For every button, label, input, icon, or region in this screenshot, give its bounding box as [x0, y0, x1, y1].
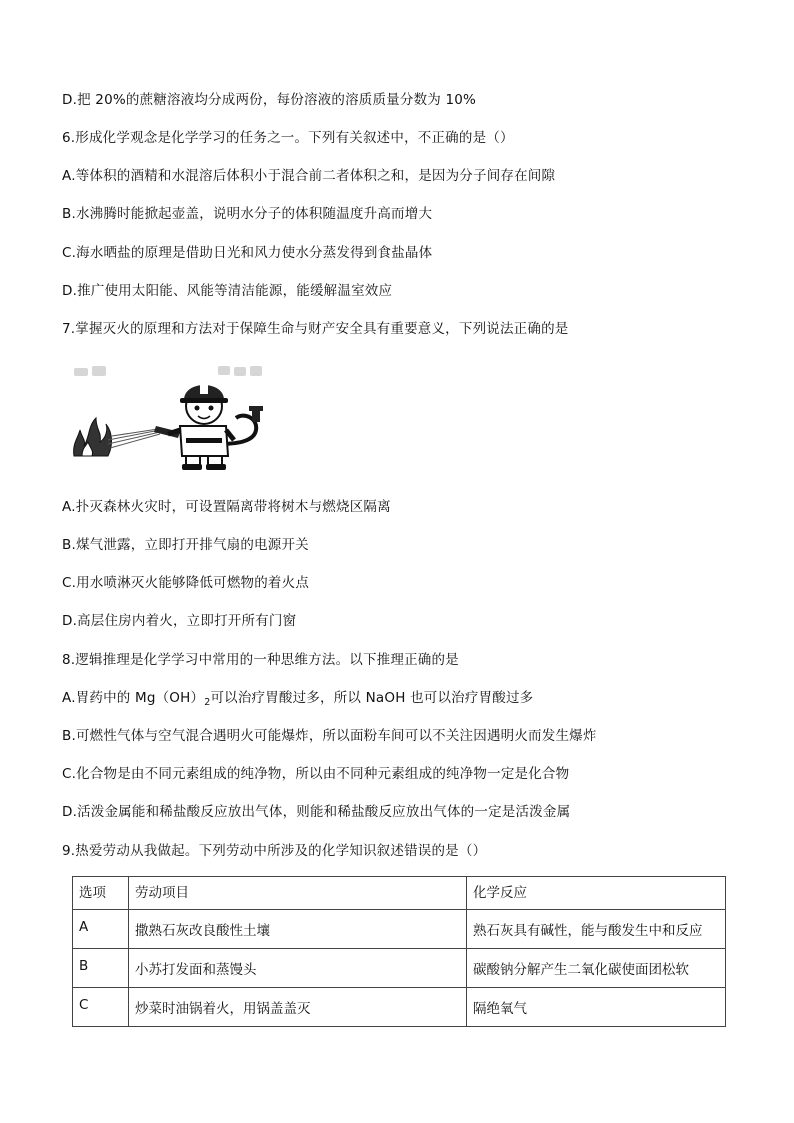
q5-option-d: D.把 20%的蔗糖溶液均分成两份，每份溶液的溶质质量分数为 10% [62, 92, 477, 108]
q6-option-d: D.推广使用太阳能、风能等清洁能源，能缓解温室效应 [62, 283, 393, 299]
table-row [73, 988, 726, 1027]
q7-option-a: A.扑灭森林火灾时，可设置隔离带将树木与燃烧区隔离 [62, 499, 391, 515]
q8-option-c: C.化合物是由不同元素组成的纯净物，所以由不同种元素组成的纯净物一定是化合物 [62, 766, 570, 782]
cell-option: C [73, 988, 129, 1027]
cell-labor-item: 撒熟石灰改良酸性土壤 [129, 910, 467, 949]
q8-option-a: A.胃药中的 $Mg(OH)_2$可以治疗胃酸过多，所以 NaOH 也可以治疗胃酸过多 [62, 690, 534, 708]
table-row [73, 910, 726, 949]
q7-stem: 7.掌握灭火的原理和方法对于保障生命与财产安全具有重要意义，下列说法正确的是 [62, 321, 569, 337]
q9-stem: 9.热爱劳动从我做起。下列劳动中所涉及的化学知识叙述错误的是（） [62, 843, 487, 859]
q6-option-a: A.等体积的酒精和水混溶后体积小于混合前二者体积之和，是因为分子间存在间隙 [62, 168, 556, 184]
firefighter-illustration [68, 360, 273, 472]
q6-option-c: C.海水晒盐的原理是借助日光和风力使水分蒸发得到食盐晶体 [62, 245, 433, 261]
q8-option-b: B.可燃性气体与空气混合遇明火可能爆炸，所以面粉车间可以不关注因遇明火而发生爆炸 [62, 728, 597, 744]
table-row [73, 949, 726, 988]
cell-chem-reaction: 隔绝氧气 [467, 988, 726, 1027]
cell-chem-reaction: 碳酸钠分解产生二氧化碳使面团松软 [467, 949, 726, 988]
cell-option: B [73, 949, 129, 988]
q8-option-d: D.活泼金属能和稀盐酸反应放出气体，则能和稀盐酸反应放出气体的一定是活泼金属 [62, 804, 571, 820]
header-labor-item: 劳动项目 [129, 877, 467, 910]
q7-option-b: B.煤气泄露，立即打开排气扇的电源开关 [62, 537, 309, 553]
header-chem-reaction: 化学反应 [467, 877, 726, 910]
fire-icon [74, 418, 112, 456]
q7-option-d: D.高层住房内着火，立即打开所有门窗 [62, 613, 297, 629]
cell-labor-item: 炒菜时油锅着火，用锅盖盖灭 [129, 988, 467, 1027]
q8-stem: 8.逻辑推理是化学学习中常用的一种思维方法。以下推理正确的是 [62, 652, 459, 668]
cell-option: A [73, 910, 129, 949]
q6-option-b: B.水沸腾时能掀起壶盖，说明水分子的体积随温度升高而增大 [62, 206, 433, 222]
table-header-row [73, 877, 726, 910]
header-option: 选项 [73, 877, 129, 910]
q6-stem: 6.形成化学观念是化学学习的任务之一。下列有关叙述中，不正确的是（） [62, 130, 514, 146]
cell-labor-item: 小苏打发面和蒸馒头 [129, 949, 467, 988]
q7-option-c: C.用水喷淋灭火能够降低可燃物的着火点 [62, 575, 310, 591]
labor-table [72, 876, 726, 1027]
cell-chem-reaction: 熟石灰具有碱性，能与酸发生中和反应 [467, 910, 726, 949]
